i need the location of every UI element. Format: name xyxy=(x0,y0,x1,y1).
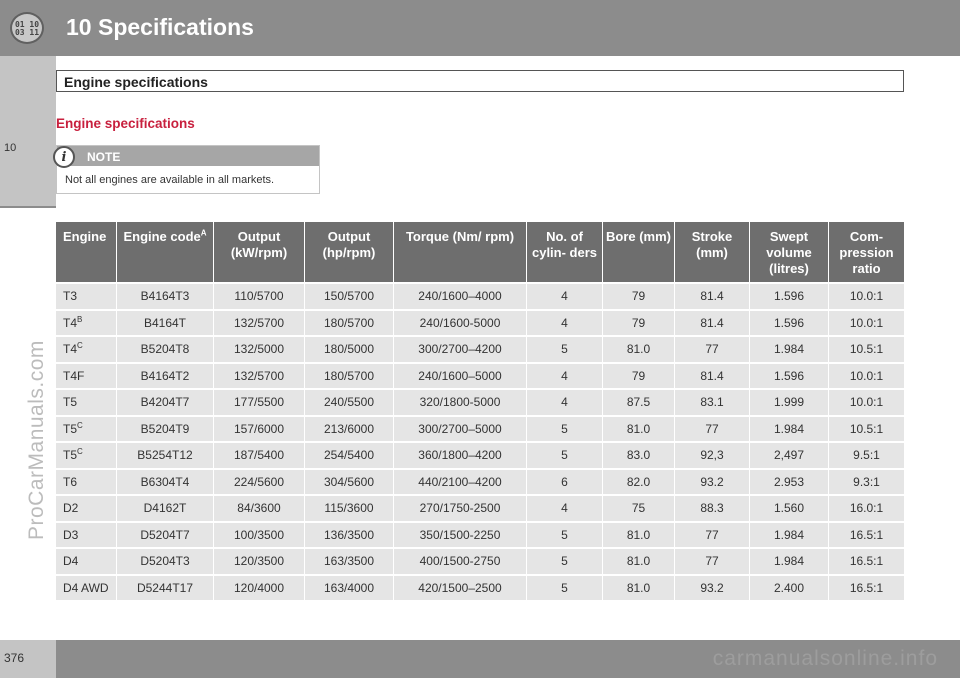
table-cell: 1.560 xyxy=(750,496,829,521)
table-cell: 16.5:1 xyxy=(829,549,904,574)
table-cell: 120/3500 xyxy=(214,549,305,574)
table-cell: B5254T12 xyxy=(117,443,214,468)
table-row xyxy=(56,549,904,574)
engine-cell: $T5^C$ xyxy=(56,417,117,442)
table-cell: 93.2 xyxy=(675,470,750,495)
table-row xyxy=(56,337,904,362)
table-cell: 88.3 xyxy=(675,496,750,521)
table-cell: 9.5:1 xyxy=(829,443,904,468)
table-cell: 5 xyxy=(527,576,603,601)
table-cell: D5204T3 xyxy=(117,549,214,574)
table-cell: 240/1600–5000 xyxy=(394,364,527,389)
table-cell: 240/1600–4000 xyxy=(394,284,527,309)
table-cell: 270/1750-2500 xyxy=(394,496,527,521)
logo-line-2: 03 11 xyxy=(14,28,40,37)
table-cell: 79 xyxy=(603,284,675,309)
note-header xyxy=(57,146,319,166)
col-bore: Bore (mm) xyxy=(603,222,675,282)
table-cell: 79 xyxy=(603,364,675,389)
logo-line-1: 01 10 xyxy=(14,20,40,29)
col-engine-code: Engine code$^A$ xyxy=(117,222,214,282)
table-cell: 157/6000 xyxy=(214,417,305,442)
table-cell: 360/1800–4200 xyxy=(394,443,527,468)
table-cell: 110/5700 xyxy=(214,284,305,309)
table-cell: B5204T9 xyxy=(117,417,214,442)
note-text: Not all engines are available in all markets. xyxy=(65,174,275,186)
table-row xyxy=(56,364,904,389)
engine-spec-table xyxy=(56,220,904,602)
table-cell: 440/2100–4200 xyxy=(394,470,527,495)
table-cell: 77 xyxy=(675,523,750,548)
table-cell: B4204T7 xyxy=(117,390,214,415)
table-cell: 10.0:1 xyxy=(829,284,904,309)
table-cell: 81.4 xyxy=(675,364,750,389)
table-cell: 320/1800-5000 xyxy=(394,390,527,415)
table-cell: 2.953 xyxy=(750,470,829,495)
table-cell: 1.984 xyxy=(750,417,829,442)
table-cell: 100/3500 xyxy=(214,523,305,548)
table-cell: 177/5500 xyxy=(214,390,305,415)
table-cell: 1.596 xyxy=(750,284,829,309)
table-row xyxy=(56,284,904,309)
table-cell: 4 xyxy=(527,284,603,309)
table-cell: 6 xyxy=(527,470,603,495)
table-cell: 10.0:1 xyxy=(829,390,904,415)
table-cell: 1.984 xyxy=(750,523,829,548)
table-cell: 180/5700 xyxy=(305,311,394,336)
col-output-kw: Output (kW/rpm) xyxy=(214,222,305,282)
table-cell: 240/5500 xyxy=(305,390,394,415)
table-cell: 81.4 xyxy=(675,284,750,309)
col-stroke: Stroke (mm) xyxy=(675,222,750,282)
table-row xyxy=(56,417,904,442)
table-cell: 93.2 xyxy=(675,576,750,601)
table-cell: 163/4000 xyxy=(305,576,394,601)
engine-cell: T4F xyxy=(56,364,117,389)
header-bar xyxy=(56,0,960,56)
chapter-title: 10 Specifications xyxy=(66,14,254,40)
table-row xyxy=(56,470,904,495)
note-label: NOTE xyxy=(87,150,121,164)
table-cell: 1.596 xyxy=(750,311,829,336)
table-cell: 16.0:1 xyxy=(829,496,904,521)
engine-cell: $T4^B$ xyxy=(56,311,117,336)
table-cell: 10.0:1 xyxy=(829,364,904,389)
table-cell: B5204T8 xyxy=(117,337,214,362)
table-cell: D4162T xyxy=(117,496,214,521)
table-cell: 81.0 xyxy=(603,417,675,442)
table-cell: 77 xyxy=(675,549,750,574)
section-title: Engine specifications xyxy=(64,74,208,90)
table-cell: 10.5:1 xyxy=(829,417,904,442)
table-body xyxy=(56,284,904,600)
table-cell: 240/1600-5000 xyxy=(394,311,527,336)
note-box xyxy=(56,145,320,194)
table-cell: 79 xyxy=(603,311,675,336)
info-icon: i xyxy=(53,146,75,168)
table-cell: 87.5 xyxy=(603,390,675,415)
table-cell: B6304T4 xyxy=(117,470,214,495)
engine-cell: D3 xyxy=(56,523,117,548)
col-cylinders: No. of cylin- ders xyxy=(527,222,603,282)
col-engine: Engine xyxy=(56,222,117,282)
table-cell: 5 xyxy=(527,417,603,442)
table-cell: 83.0 xyxy=(603,443,675,468)
table-cell: 77 xyxy=(675,417,750,442)
table-cell: 180/5000 xyxy=(305,337,394,362)
table-cell: D5204T7 xyxy=(117,523,214,548)
table-cell: 10.0:1 xyxy=(829,311,904,336)
table-cell: 81.0 xyxy=(603,337,675,362)
corner-box xyxy=(0,0,56,56)
table-cell: 1.984 xyxy=(750,337,829,362)
table-cell: 81.4 xyxy=(675,311,750,336)
table-cell: 82.0 xyxy=(603,470,675,495)
table-cell: 5 xyxy=(527,523,603,548)
table-cell: 4 xyxy=(527,364,603,389)
table-cell: 304/5600 xyxy=(305,470,394,495)
table-cell: 132/5700 xyxy=(214,311,305,336)
table-cell: 92,3 xyxy=(675,443,750,468)
table-row xyxy=(56,390,904,415)
table-cell: 300/2700–4200 xyxy=(394,337,527,362)
page-number: 376 xyxy=(4,651,25,665)
engine-cell: $T5^C$ xyxy=(56,443,117,468)
section-title-box xyxy=(56,70,904,92)
chapter-tab-number: 10 xyxy=(4,142,17,154)
table-cell: B4164T xyxy=(117,311,214,336)
engine-cell: T5 xyxy=(56,390,117,415)
table-cell: 1.984 xyxy=(750,549,829,574)
table-cell: 5 xyxy=(527,549,603,574)
table-cell: 1.596 xyxy=(750,364,829,389)
table-cell: D5244T17 xyxy=(117,576,214,601)
chapter-logo-icon xyxy=(10,12,44,44)
table-row xyxy=(56,443,904,468)
table-cell: 400/1500-2750 xyxy=(394,549,527,574)
table-cell: 115/3600 xyxy=(305,496,394,521)
table-cell: 81.0 xyxy=(603,576,675,601)
table-cell: 81.0 xyxy=(603,549,675,574)
footer-bar xyxy=(56,640,960,678)
table-cell: 120/4000 xyxy=(214,576,305,601)
table-cell: 163/3500 xyxy=(305,549,394,574)
table-cell: 132/5000 xyxy=(214,337,305,362)
engine-cell: D2 xyxy=(56,496,117,521)
engine-cell: D4 xyxy=(56,549,117,574)
table-cell: 83.1 xyxy=(675,390,750,415)
table-row xyxy=(56,523,904,548)
table-header xyxy=(56,222,904,282)
table-cell: 350/1500-2250 xyxy=(394,523,527,548)
table-cell: 132/5700 xyxy=(214,364,305,389)
col-compression: Com- pression ratio xyxy=(829,222,904,282)
table-cell: 16.5:1 xyxy=(829,523,904,548)
table-cell: 5 xyxy=(527,443,603,468)
col-swept-volume: Swept volume (litres) xyxy=(750,222,829,282)
table-cell: 420/1500–2500 xyxy=(394,576,527,601)
table-cell: 2,497 xyxy=(750,443,829,468)
engine-cell: T6 xyxy=(56,470,117,495)
table-row xyxy=(56,496,904,521)
table-row xyxy=(56,576,904,601)
table-cell: B4164T3 xyxy=(117,284,214,309)
table-cell: 1.999 xyxy=(750,390,829,415)
table-cell: 254/5400 xyxy=(305,443,394,468)
table-cell: 300/2700–5000 xyxy=(394,417,527,442)
table-cell: 77 xyxy=(675,337,750,362)
engine-cell: T3 xyxy=(56,284,117,309)
table-cell: 9.3:1 xyxy=(829,470,904,495)
col-torque: Torque (Nm/ rpm) xyxy=(394,222,527,282)
table-cell: B4164T2 xyxy=(117,364,214,389)
table-cell: 187/5400 xyxy=(214,443,305,468)
engine-cell: $T4^C$ xyxy=(56,337,117,362)
table-cell: 75 xyxy=(603,496,675,521)
table-cell: 5 xyxy=(527,337,603,362)
table-cell: 16.5:1 xyxy=(829,576,904,601)
table-cell: 81.0 xyxy=(603,523,675,548)
left-column xyxy=(0,0,56,678)
table-cell: 213/6000 xyxy=(305,417,394,442)
table-cell: 224/5600 xyxy=(214,470,305,495)
table-cell: 136/3500 xyxy=(305,523,394,548)
chapter-tab xyxy=(0,56,56,208)
table-cell: 180/5700 xyxy=(305,364,394,389)
table-cell: 84/3600 xyxy=(214,496,305,521)
table-cell: 150/5700 xyxy=(305,284,394,309)
sub-heading: Engine specifications xyxy=(56,116,195,131)
table-cell: 10.5:1 xyxy=(829,337,904,362)
page-number-box xyxy=(0,640,56,678)
table-cell: 2.400 xyxy=(750,576,829,601)
col-output-hp: Output (hp/rpm) xyxy=(305,222,394,282)
table-cell: 4 xyxy=(527,496,603,521)
side-watermark: ProCarManuals.com xyxy=(25,340,48,540)
table-cell: 4 xyxy=(527,390,603,415)
table-row xyxy=(56,311,904,336)
engine-cell: D4 AWD xyxy=(56,576,117,601)
header-row xyxy=(56,222,904,282)
footer-watermark: carmanualsonline.info xyxy=(712,647,938,670)
table-cell: 4 xyxy=(527,311,603,336)
